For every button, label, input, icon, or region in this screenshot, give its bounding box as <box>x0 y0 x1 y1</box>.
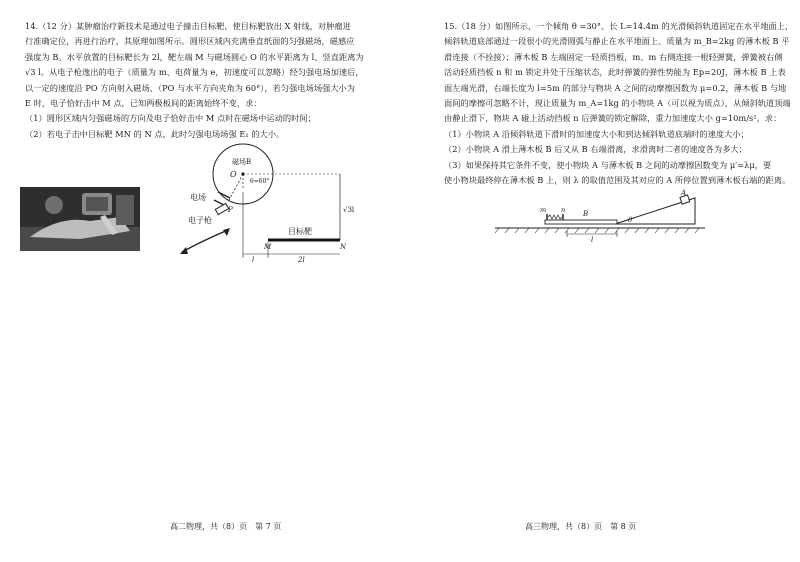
q14-line: 强度为 B。水平放置的目标靶长为 2l，靶左端 M 与磁场圆心 O 的水平距离为 l、竖直距离为 <box>25 51 364 62</box>
ground-hatch <box>495 228 699 233</box>
q15-line: 由静止滑下，物块 A 碰上活动挡板 n 后弹簧的锁定解除，重力加速度大小 g=10m/s²，求： <box>444 113 782 124</box>
label-O: O <box>230 170 237 179</box>
label-A: A <box>681 189 687 197</box>
q15-line: （1）小物块 A 沿倾斜轨道下滑时的加速度大小和到达倾斜轨道底端时的速度大小； <box>444 128 749 139</box>
question-14-text <box>25 19 365 142</box>
electron-gun <box>215 203 228 214</box>
spring <box>548 215 562 219</box>
page-footer-8: 高三物理，共（8）页 第 8 页 <box>525 522 637 531</box>
label-m: m <box>540 206 547 214</box>
q15-line: （2）小物块 A 滑上薄木板 B 后又从 B 右端滑离，求滑离时二者的速度各为多大； <box>444 144 747 155</box>
label-l: l <box>252 256 255 264</box>
q15-line: 滑连接（不拴接）；薄木板 B 左端固定一轻质挡板，m、m 右侧连接一根轻弹簧，弹簧被右侧 <box>444 51 783 62</box>
label-gun: 电子枪 <box>188 216 212 225</box>
q14-line: 行准确定位，再进行治疗，其原理如图所示。圆形区域内充满垂直纸面的匀强磁场，磁感应 <box>25 36 355 47</box>
q15-line: 面左端光滑，右端长度为 l=5m 的部分与物块 A 之间的动摩擦因数为 μ=0.2，薄木板 B 与地 <box>444 82 787 93</box>
label-2l: 2l <box>298 256 305 264</box>
label-l: l <box>591 236 594 244</box>
label-theta: θ <box>628 216 633 224</box>
q15-line: 面间的摩擦可忽略不计，现让质量为 m_A=1kg 的小物块 A（可以视为质点），从倾斜轨道顶端 <box>444 98 791 109</box>
q14-figure <box>180 150 380 265</box>
q14-line: √3 l。从电子枪逸出的电子（质量为 m、电荷量为 e，初速度可以忽略）经匀强电场加速后， <box>25 67 364 78</box>
page-footer-7: 高二物理，共（8）页 第 7 页 <box>170 522 282 531</box>
label-field: 磁场B <box>232 158 252 166</box>
q14-line: 14.（12 分）某肿瘤治疗新技术是通过电子撞击目标靶，使目标靶放出 X 射线，对肿瘤进 <box>25 21 351 31</box>
label-B: B <box>583 210 589 218</box>
page-8 <box>400 0 800 562</box>
q15-line: 使小物块最终停在薄木板 B 上，则 λ 的取值范围及其对应的 A 所停位置到薄木板右端的距离。 <box>444 175 791 186</box>
plank-B <box>545 220 617 224</box>
label-angle: θ=60° <box>250 178 270 185</box>
q14-line: （2）若电子击中目标靶 MN 的 N 点，此时匀强电场场强 E₁ 的大小。 <box>25 128 285 139</box>
label-P: P <box>228 206 233 214</box>
q15-line: （3）如果保持其它条件不变，使小物块 A 与薄木板 B 之间的动摩擦因数变为 μ′=λμ，要 <box>444 159 772 170</box>
q15-line: 倾斜轨道底部通过一段很小的光滑圆弧与静止在水平地面上、质量为 m_B=2kg 的薄木板 B 平 <box>444 36 790 47</box>
label-M: M <box>264 243 272 251</box>
rotation-arrow <box>182 230 228 252</box>
q14-line: 以一定的速度沿 PO 方向射入磁场，（PO 与水平方向夹角为 60°），若匀强电场场强大小为 <box>25 82 356 93</box>
label-height: √3l <box>343 206 355 214</box>
q14-line: （1）圆形区域内匀强磁场的方向及电子恰好击中 M 点时在磁场中运动的时间； <box>25 113 316 124</box>
label-efield: 电场 <box>190 193 206 202</box>
label-target: 目标靶 <box>288 227 312 236</box>
question-15-text <box>444 19 794 188</box>
q15-figure <box>495 189 705 246</box>
q15-line: 活动轻质挡板 n 和 m 锁定并处于压缩状态，此时弹簧的弹性势能为 Ep=20J，薄木板 B 上表 <box>444 67 786 78</box>
q14-line: E 时，电子恰好击中 M 点，已知两极板间的距离始终不变，求： <box>25 98 262 109</box>
treatment-device-photo <box>20 187 140 251</box>
label-n: n <box>561 206 566 214</box>
q15-line: 15.（18 分）如图所示，一个倾角 θ =30°、长 L=14.4m 的光滑倾斜轨道固定在水平地面上， <box>444 21 794 31</box>
label-N: N <box>340 243 347 251</box>
